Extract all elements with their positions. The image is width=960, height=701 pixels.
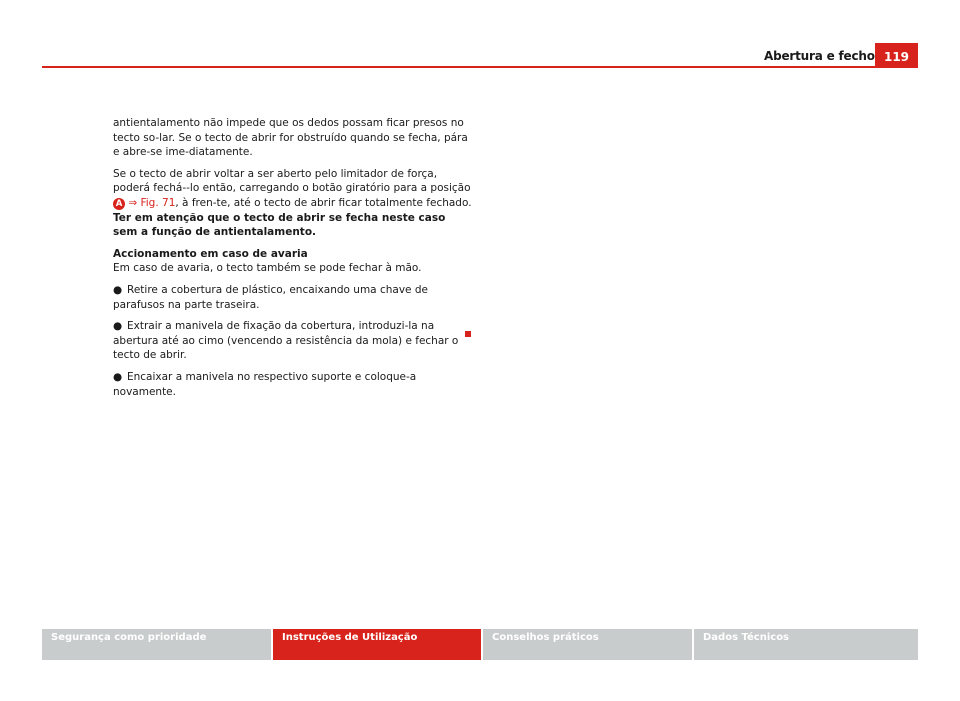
paragraph-2-warning: Ter em atenção que o tecto de abrir se fecha neste caso sem a função de antientalamento. (113, 211, 446, 239)
bullet-icon: ● (113, 320, 123, 333)
paragraph-2 (113, 167, 473, 240)
position-a-badge: A (113, 198, 125, 210)
section-end-icon (465, 331, 471, 337)
tab-conselhos[interactable]: Conselhos práticos (483, 629, 692, 660)
header-rule (42, 66, 918, 68)
bullet-item (113, 370, 473, 399)
bullet-text: Encaixar a manivela no respectivo suporte e coloque-a novamente. (113, 370, 417, 398)
paragraph-1: antientalamento não impede que os dedos possam ficar presos no tecto so-lar. Se o tecto de abrir for obstruído quando se fecha, pára e abre-se ime-diatamente. (113, 117, 468, 159)
bullet-icon: ● (113, 370, 123, 383)
paragraph-2-text-b: , à fren-te, até o tecto de abrir ficar totalmente fechado. (175, 196, 472, 209)
section-heading (113, 247, 473, 262)
bullet-item (113, 319, 473, 363)
bullet-text: Retire a cobertura de plástico, encaixando uma chave de parafusos na parte traseira. (113, 283, 428, 311)
bullet-icon: ● (113, 283, 123, 296)
paragraph-2-text-a: Se o tecto de abrir voltar a ser aberto pelo limitador de força, poderá fechá--lo então, carregando o botão giratório para a posição (113, 167, 471, 195)
tab-dados-tecnicos[interactable]: Dados Técnicos (694, 629, 918, 660)
paragraph-3: Em caso de avaria, o tecto também se pode fechar à mão. (113, 262, 422, 275)
main-content (113, 116, 473, 406)
figure-link[interactable]: ⇒ Fig. 71 (128, 196, 176, 209)
bullet-text: Extrair a manivela de fixação da cobertura, introduzi-la na abertura até ao cimo (vencendo a resistência da mola) e fechar o tecto de abrir. (113, 320, 459, 362)
footer-nav (42, 629, 918, 660)
page-title: Abertura e fecho (764, 49, 875, 63)
page-number: 119 (875, 43, 918, 68)
bullet-item (113, 283, 473, 312)
section-heading-text: Accionamento em caso de avaria (113, 247, 308, 260)
tab-seguranca[interactable]: Segurança como prioridade (42, 629, 271, 660)
tab-instrucoes[interactable]: Instruções de Utilização (273, 629, 481, 660)
